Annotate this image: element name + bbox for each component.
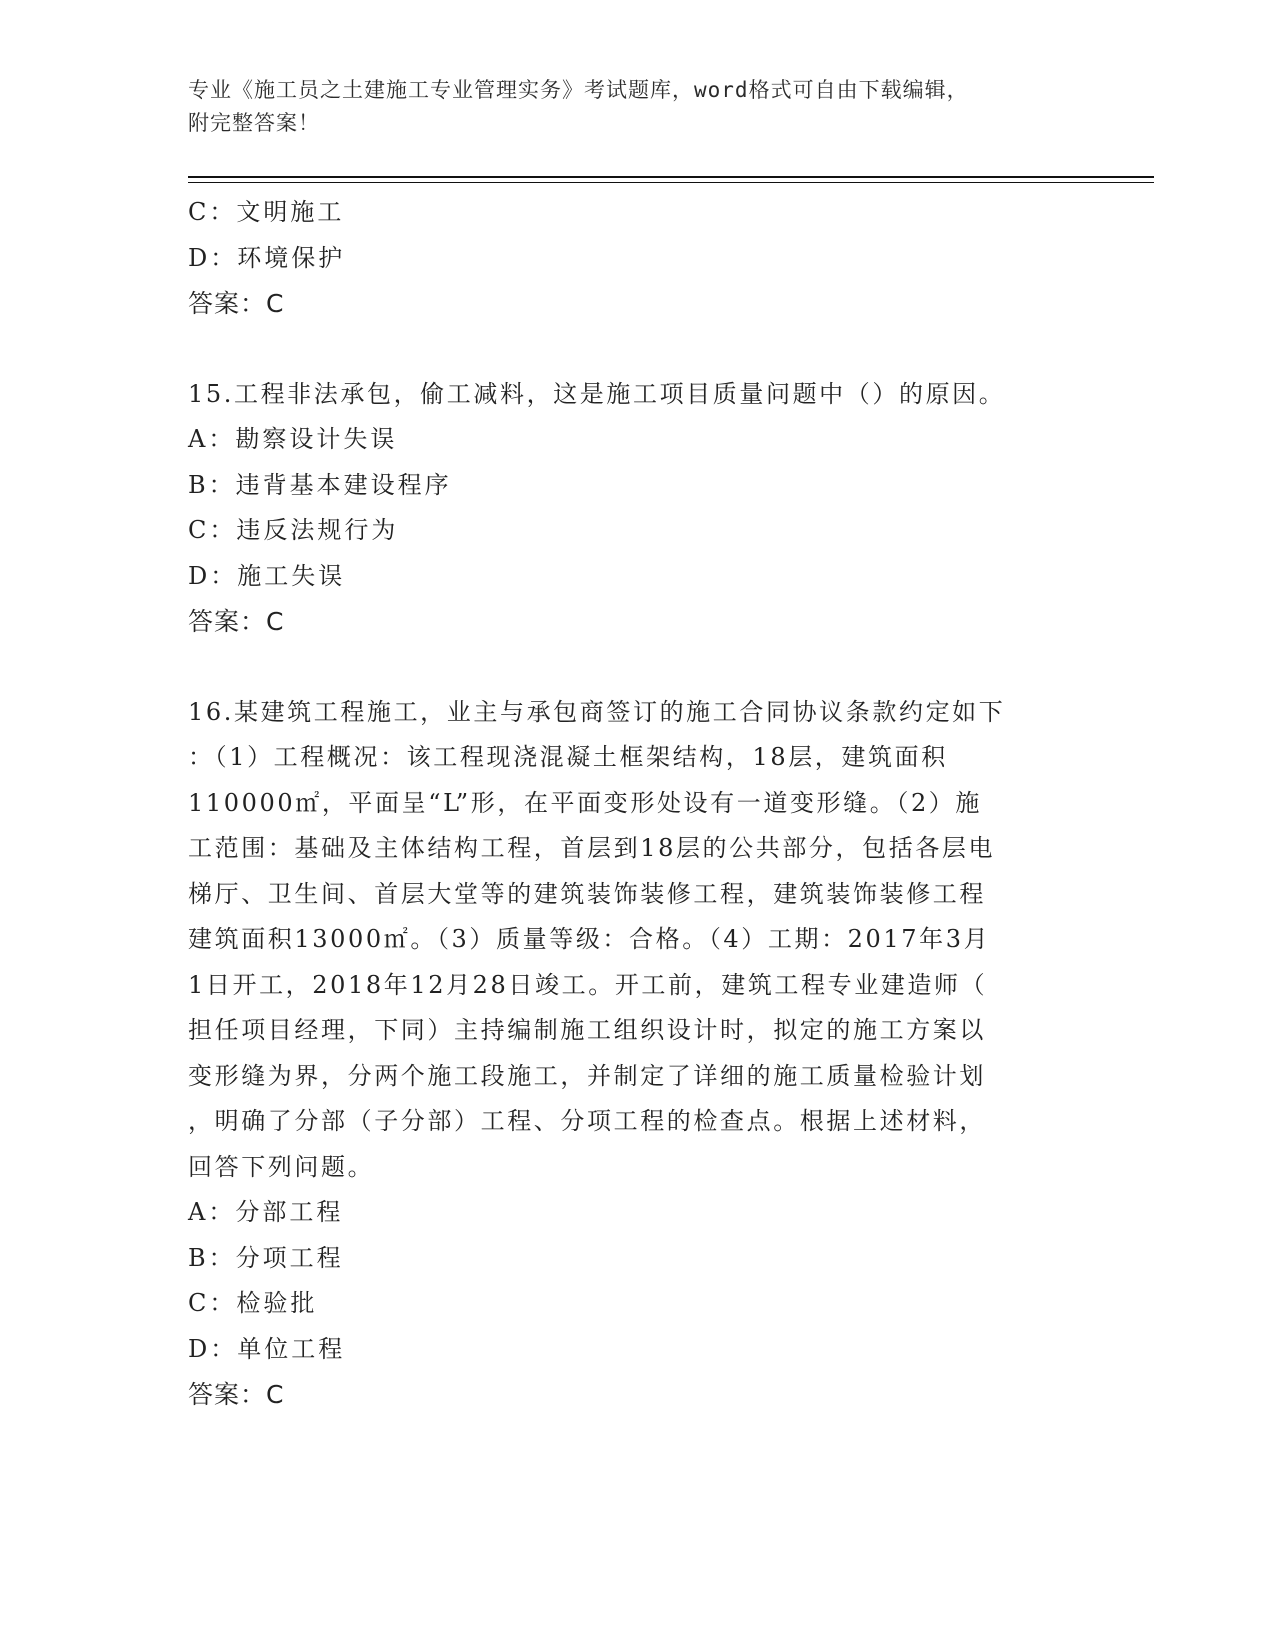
- header-line-2: 附完整答案！: [188, 111, 320, 135]
- question-stem-line: ：（1）工程概况：该工程现浇混凝土框架结构，18层，建筑面积: [188, 743, 948, 771]
- question-stem: 15.工程非法承包，偷工减料，这是施工项目质量问题中（）的原因。: [188, 379, 1006, 408]
- header-divider-thin: [188, 182, 1154, 183]
- question-stem-line: 梯厅、卫生间、首层大堂等的建筑装饰装修工程，建筑装饰装修工程: [188, 879, 986, 908]
- option-b: B：违背基本建设程序: [188, 470, 452, 499]
- option-c: C：检验批: [188, 1289, 318, 1317]
- option-c: C：违反法规行为: [188, 516, 399, 544]
- question-stem-line: 1日开工，2018年12月28日竣工。开工前，建筑工程专业建造师（: [188, 970, 988, 999]
- spacer: [188, 327, 1078, 372]
- question-content: [188, 190, 1078, 1418]
- previous-question-tail: [188, 190, 1078, 327]
- option-d: D：施工失误: [188, 561, 346, 590]
- option-a: A：分部工程: [188, 1198, 344, 1226]
- header-divider-thick: [188, 176, 1154, 178]
- option-d: D：单位工程: [188, 1334, 346, 1363]
- question-stem-line: ，明确了分部（子分部）工程、分项工程的检查点。根据上述材料，: [188, 1107, 986, 1135]
- answer-line: 答案：C: [188, 607, 285, 636]
- question-15: [188, 372, 1078, 645]
- question-stem-line: 16.某建筑工程施工，业主与承包商签订的施工合同协议条款约定如下: [188, 697, 1006, 726]
- spacer: [188, 645, 1078, 690]
- question-stem-line: 担任项目经理，下同）主持编制施工组织设计时，拟定的施工方案以: [188, 1016, 986, 1044]
- option-a: A：勘察设计失误: [188, 425, 398, 453]
- answer-line: 答案：C: [188, 289, 285, 318]
- question-16: [188, 690, 1078, 1418]
- option-b: B：分项工程: [188, 1243, 344, 1272]
- header-line-1: 专业《施工员之土建施工专业管理实务》考试题库，word格式可自由下载编辑，: [188, 78, 969, 102]
- answer-line: 答案：C: [188, 1380, 285, 1409]
- option-d: D：环境保护: [188, 243, 346, 272]
- question-stem-line: 变形缝为界，分两个施工段施工，并制定了详细的施工质量检验计划: [188, 1061, 986, 1090]
- question-stem-line: 回答下列问题。: [188, 1152, 375, 1181]
- page-header: [188, 74, 1068, 140]
- option-c: C：文明施工: [188, 198, 345, 226]
- question-stem-line: 110000㎡，平面呈“L”形，在平面变形处设有一道变形缝。（2）施: [188, 788, 983, 817]
- question-stem-line: 建筑面积13000㎡。（3）质量等级：合格。（4）工期：2017年3月: [188, 925, 991, 953]
- question-stem-line: 工范围：基础及主体结构工程，首层到18层的公共部分，包括各层电: [188, 834, 996, 862]
